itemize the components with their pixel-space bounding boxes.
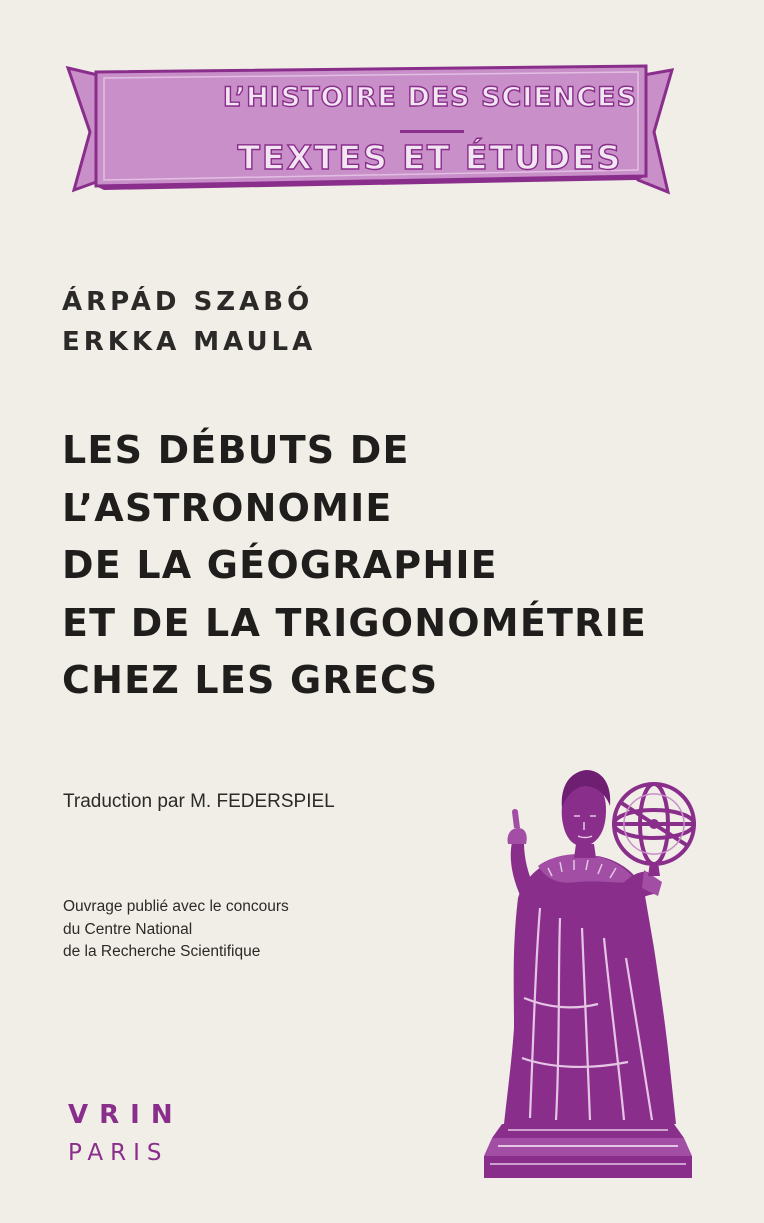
publisher-name: VRIN (68, 1100, 184, 1130)
support-line: de la Recherche Scientifique (63, 943, 261, 960)
title-line: L’ASTRONOMIE (62, 485, 393, 530)
author-name: ÁRPÁD SZABÓ (62, 287, 314, 317)
series-banner (64, 62, 676, 196)
series-text (160, 70, 700, 192)
series-subtitle: TEXTES ET ÉTUDES (237, 138, 623, 177)
support-line: Ouvrage publié avec le concours (63, 898, 289, 915)
series-divider (400, 130, 464, 133)
title-line: DE LA GÉOGRAPHIE (62, 543, 498, 587)
author-name: ERKKA MAULA (62, 327, 317, 357)
translator-credit: Traduction par M. FEDERSPIEL (63, 791, 335, 812)
series-name: L’HISTOIRE DES SCIENCES (222, 82, 638, 113)
book-title (62, 422, 647, 710)
support-line: du Centre National (63, 920, 193, 938)
publisher-city: PARIS (68, 1140, 169, 1166)
authors (62, 282, 316, 362)
astronomer-statue-icon (478, 758, 698, 1178)
publisher (68, 1097, 184, 1173)
title-line: LES DÉBUTS DE (62, 428, 410, 472)
support-note (63, 896, 289, 964)
title-line: ET DE LA TRIGONOMÉTRIE (62, 600, 648, 645)
title-line: CHEZ LES GRECS (62, 658, 439, 702)
